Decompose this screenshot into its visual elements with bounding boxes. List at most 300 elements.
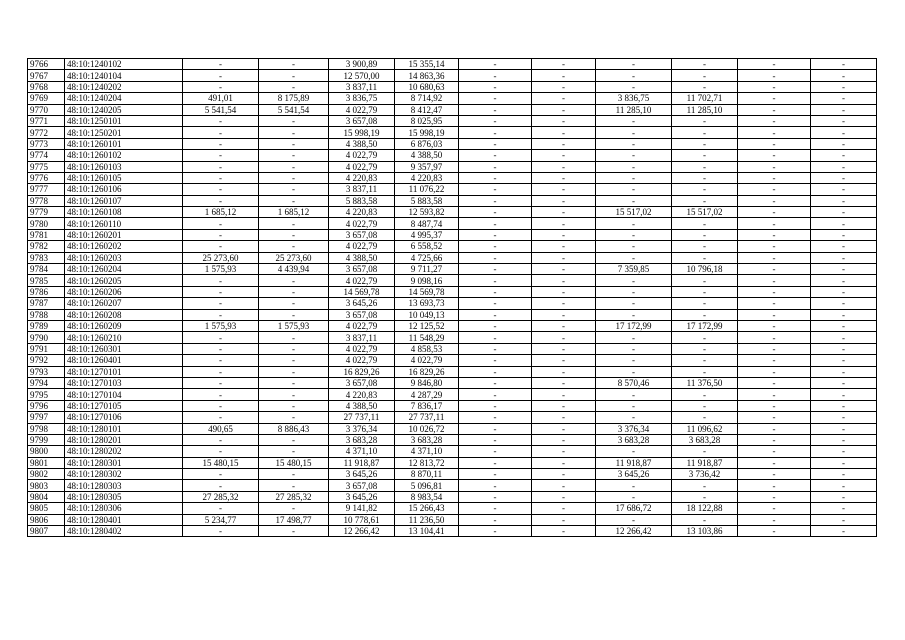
table-cell: 9784 xyxy=(28,264,65,275)
table-cell: - xyxy=(738,377,811,388)
table-cell: 8 886,43 xyxy=(259,423,329,434)
table-cell: - xyxy=(532,320,596,331)
table-cell: 48:10:1250201 xyxy=(65,127,183,138)
table-cell: 9776 xyxy=(28,172,65,183)
table-row xyxy=(28,491,877,502)
table-cell: 9798 xyxy=(28,423,65,434)
table-cell: - xyxy=(183,127,259,138)
table-cell: 18 122,88 xyxy=(672,503,738,514)
table-cell: - xyxy=(459,491,532,502)
table-cell: - xyxy=(672,115,738,126)
table-cell: - xyxy=(532,229,596,240)
table-cell: 4 220,83 xyxy=(395,172,459,183)
table-cell: 3 836,75 xyxy=(596,93,672,104)
table-cell: - xyxy=(532,115,596,126)
table-cell: 9785 xyxy=(28,275,65,286)
table-cell: 27 737,11 xyxy=(329,412,395,423)
table-cell: - xyxy=(672,70,738,81)
table-cell: - xyxy=(738,252,811,263)
table-cell: - xyxy=(532,93,596,104)
table-cell: - xyxy=(259,377,329,388)
table-cell: - xyxy=(596,195,672,206)
table-cell: - xyxy=(811,195,877,206)
table-cell: 9801 xyxy=(28,457,65,468)
table-cell: 48:10:1270106 xyxy=(65,412,183,423)
table-cell: 3 657,08 xyxy=(329,115,395,126)
table-cell: - xyxy=(183,332,259,343)
table-cell: - xyxy=(183,229,259,240)
table-cell: - xyxy=(811,70,877,81)
table-cell: 14 863,36 xyxy=(395,70,459,81)
table-cell: - xyxy=(596,309,672,320)
table-cell: 48:10:1260202 xyxy=(65,241,183,252)
table-cell: 15 355,14 xyxy=(395,59,459,70)
table-cell: - xyxy=(738,218,811,229)
table-cell: 4 388,50 xyxy=(329,252,395,263)
table-cell: 1 575,93 xyxy=(259,320,329,331)
table-cell: 3 837,11 xyxy=(329,332,395,343)
table-cell: - xyxy=(738,59,811,70)
table-cell: - xyxy=(596,59,672,70)
table-cell: 11 285,10 xyxy=(672,104,738,115)
table-cell: 17 686,72 xyxy=(596,503,672,514)
table-cell: - xyxy=(738,264,811,275)
table-cell: 17 172,99 xyxy=(672,320,738,331)
table-cell: - xyxy=(532,81,596,92)
table-cell: - xyxy=(811,503,877,514)
table-cell: 9768 xyxy=(28,81,65,92)
table-cell: - xyxy=(259,127,329,138)
table-cell: 11 548,29 xyxy=(395,332,459,343)
table-row xyxy=(28,252,877,263)
table-cell: 11 285,10 xyxy=(596,104,672,115)
table-cell: 10 796,18 xyxy=(672,264,738,275)
table-cell: 5 234,77 xyxy=(183,514,259,525)
table-cell: - xyxy=(738,184,811,195)
table-cell: - xyxy=(183,241,259,252)
table-cell: 48:10:1280401 xyxy=(65,514,183,525)
table-cell: - xyxy=(532,332,596,343)
table-cell: - xyxy=(596,70,672,81)
table-cell: - xyxy=(259,446,329,457)
table-cell: 14 569,78 xyxy=(395,286,459,297)
table-cell: - xyxy=(459,59,532,70)
table-cell: 48:10:1260209 xyxy=(65,320,183,331)
table-cell: 3 657,08 xyxy=(329,480,395,491)
table-row xyxy=(28,138,877,149)
table-cell: - xyxy=(596,389,672,400)
table-cell: - xyxy=(738,389,811,400)
table-cell: - xyxy=(259,412,329,423)
table-cell: - xyxy=(811,127,877,138)
table-cell: 9802 xyxy=(28,469,65,480)
table-cell: - xyxy=(259,343,329,354)
table-row xyxy=(28,434,877,445)
table-cell: 5 096,81 xyxy=(395,480,459,491)
table-cell: - xyxy=(811,59,877,70)
table-cell: 48:10:1260102 xyxy=(65,150,183,161)
table-row xyxy=(28,150,877,161)
table-cell: - xyxy=(738,207,811,218)
table-cell: 4 022,79 xyxy=(329,320,395,331)
table-cell: - xyxy=(459,275,532,286)
table-cell: 1 685,12 xyxy=(183,207,259,218)
table-cell: - xyxy=(183,184,259,195)
table-cell: 48:10:1260105 xyxy=(65,172,183,183)
table-cell: 11 918,87 xyxy=(672,457,738,468)
table-cell: - xyxy=(183,81,259,92)
table-cell: - xyxy=(183,286,259,297)
table-cell: - xyxy=(672,480,738,491)
table-cell: - xyxy=(532,161,596,172)
table-cell: 9 711,27 xyxy=(395,264,459,275)
table-cell: 10 778,61 xyxy=(329,514,395,525)
table-cell: 3 645,26 xyxy=(329,469,395,480)
table-row xyxy=(28,503,877,514)
table-cell: 9800 xyxy=(28,446,65,457)
table-cell: - xyxy=(459,81,532,92)
table-cell: 4 220,83 xyxy=(329,172,395,183)
table-cell: - xyxy=(596,355,672,366)
table-cell: - xyxy=(532,59,596,70)
table-cell: 15 517,02 xyxy=(596,207,672,218)
table-cell: - xyxy=(459,423,532,434)
table-cell: - xyxy=(811,526,877,537)
table-cell: 12 125,52 xyxy=(395,320,459,331)
table-cell: 4 220,83 xyxy=(329,207,395,218)
table-cell: - xyxy=(183,446,259,457)
table-cell: - xyxy=(459,298,532,309)
table-cell: - xyxy=(532,150,596,161)
table-cell: 9789 xyxy=(28,320,65,331)
table-cell: 9773 xyxy=(28,138,65,149)
table-cell: 9806 xyxy=(28,514,65,525)
table-cell: 5 883,58 xyxy=(395,195,459,206)
table-cell: - xyxy=(259,150,329,161)
table-row xyxy=(28,366,877,377)
table-cell: 11 918,87 xyxy=(596,457,672,468)
table-cell: 491,01 xyxy=(183,93,259,104)
table-cell: - xyxy=(532,275,596,286)
table-row xyxy=(28,172,877,183)
table-cell: - xyxy=(259,138,329,149)
table-cell: 25 273,60 xyxy=(259,252,329,263)
table-cell: 12 266,42 xyxy=(596,526,672,537)
table-cell: 9796 xyxy=(28,400,65,411)
table-row xyxy=(28,332,877,343)
table-cell: 48:10:1260103 xyxy=(65,161,183,172)
table-cell: 4 022,79 xyxy=(329,343,395,354)
table-cell: - xyxy=(459,412,532,423)
table-cell: 3 683,28 xyxy=(596,434,672,445)
table-cell: - xyxy=(459,241,532,252)
table-cell: 9788 xyxy=(28,309,65,320)
table-cell: - xyxy=(183,355,259,366)
table-cell: 3 736,42 xyxy=(672,469,738,480)
table-cell: 17 498,77 xyxy=(259,514,329,525)
table-cell: 48:10:1260201 xyxy=(65,229,183,240)
table-cell: - xyxy=(532,138,596,149)
table-cell: - xyxy=(738,480,811,491)
table-cell: - xyxy=(183,434,259,445)
table-cell: - xyxy=(259,309,329,320)
table-cell: - xyxy=(672,184,738,195)
data-table xyxy=(27,58,877,537)
table-row xyxy=(28,457,877,468)
table-cell: 4 022,79 xyxy=(329,104,395,115)
table-cell: 3 657,08 xyxy=(329,264,395,275)
table-cell: - xyxy=(532,412,596,423)
table-cell: - xyxy=(183,366,259,377)
table-cell: - xyxy=(738,309,811,320)
table-row xyxy=(28,195,877,206)
table-cell: - xyxy=(811,81,877,92)
table-cell: 48:10:1270101 xyxy=(65,366,183,377)
table-cell: - xyxy=(459,184,532,195)
table-cell: 3 657,08 xyxy=(329,377,395,388)
table-cell: 48:10:1260108 xyxy=(65,207,183,218)
table-cell: - xyxy=(672,332,738,343)
table-cell: - xyxy=(459,138,532,149)
table-cell: - xyxy=(532,343,596,354)
table-cell: 48:10:1280202 xyxy=(65,446,183,457)
table-cell: - xyxy=(459,93,532,104)
table-cell: 3 376,34 xyxy=(329,423,395,434)
table-cell: - xyxy=(459,195,532,206)
table-cell: 8 487,74 xyxy=(395,218,459,229)
table-cell: 48:10:1280305 xyxy=(65,491,183,502)
table-cell: 5 541,54 xyxy=(183,104,259,115)
table-cell: - xyxy=(532,298,596,309)
table-cell: - xyxy=(672,343,738,354)
table-cell: - xyxy=(811,298,877,309)
table-row xyxy=(28,400,877,411)
table-cell: 3 645,26 xyxy=(596,469,672,480)
table-cell: - xyxy=(459,207,532,218)
table-cell: 9766 xyxy=(28,59,65,70)
table-cell: - xyxy=(811,184,877,195)
table-cell: 4 022,79 xyxy=(329,355,395,366)
table-cell: - xyxy=(532,377,596,388)
table-cell: - xyxy=(259,218,329,229)
table-cell: - xyxy=(672,309,738,320)
table-cell: - xyxy=(738,286,811,297)
table-row xyxy=(28,377,877,388)
table-cell: - xyxy=(672,195,738,206)
table-cell: 48:10:1260301 xyxy=(65,343,183,354)
table-cell: - xyxy=(183,172,259,183)
table-cell: - xyxy=(532,389,596,400)
table-cell: - xyxy=(811,218,877,229)
table-cell: - xyxy=(672,514,738,525)
table-cell: - xyxy=(738,423,811,434)
table-cell: - xyxy=(811,150,877,161)
table-cell: - xyxy=(596,161,672,172)
table-cell: 4 287,29 xyxy=(395,389,459,400)
table-cell: - xyxy=(532,218,596,229)
table-cell: 9774 xyxy=(28,150,65,161)
table-cell: - xyxy=(259,526,329,537)
table-cell: - xyxy=(596,218,672,229)
table-cell: - xyxy=(532,434,596,445)
table-cell: 3 900,89 xyxy=(329,59,395,70)
table-cell: - xyxy=(259,389,329,400)
table-cell: - xyxy=(459,377,532,388)
table-cell: 48:10:1260101 xyxy=(65,138,183,149)
table-row xyxy=(28,480,877,491)
table-cell: 11 236,50 xyxy=(395,514,459,525)
table-cell: - xyxy=(811,332,877,343)
table-cell: - xyxy=(459,264,532,275)
table-cell: 8 870,11 xyxy=(395,469,459,480)
table-cell: 9805 xyxy=(28,503,65,514)
table-cell: - xyxy=(259,366,329,377)
table-cell: - xyxy=(672,366,738,377)
table-cell: 15 517,02 xyxy=(672,207,738,218)
table-cell: - xyxy=(459,104,532,115)
table-cell: - xyxy=(738,275,811,286)
table-cell: - xyxy=(672,161,738,172)
table-cell: - xyxy=(532,355,596,366)
table-cell: - xyxy=(672,400,738,411)
table-row xyxy=(28,526,877,537)
table-cell: 8 412,47 xyxy=(395,104,459,115)
table-cell: - xyxy=(738,115,811,126)
table-cell: - xyxy=(183,298,259,309)
table-cell: 27 285,32 xyxy=(259,491,329,502)
table-cell: 48:10:1280201 xyxy=(65,434,183,445)
table-cell: - xyxy=(183,343,259,354)
table-cell: - xyxy=(738,503,811,514)
table-cell: 48:10:1270103 xyxy=(65,377,183,388)
table-cell: 3 376,34 xyxy=(596,423,672,434)
table-cell: - xyxy=(738,526,811,537)
table-cell: 48:10:1250101 xyxy=(65,115,183,126)
table-cell: 7 359,85 xyxy=(596,264,672,275)
table-cell: 3 645,26 xyxy=(329,298,395,309)
table-cell: - xyxy=(811,480,877,491)
table-cell: 8 175,89 xyxy=(259,93,329,104)
table-cell: - xyxy=(459,389,532,400)
table-cell: - xyxy=(532,241,596,252)
table-cell: - xyxy=(738,298,811,309)
table-row xyxy=(28,309,877,320)
table-cell: - xyxy=(596,332,672,343)
table-cell: 48:10:1260110 xyxy=(65,218,183,229)
table-cell: - xyxy=(259,355,329,366)
table-cell: 11 918,87 xyxy=(329,457,395,468)
table-cell: - xyxy=(738,70,811,81)
table-cell: 48:10:1270104 xyxy=(65,389,183,400)
table-cell: - xyxy=(532,104,596,115)
table-cell: - xyxy=(183,412,259,423)
table-cell: - xyxy=(811,491,877,502)
table-cell: - xyxy=(738,400,811,411)
table-cell: - xyxy=(259,286,329,297)
table-cell: 48:10:1260107 xyxy=(65,195,183,206)
table-cell: - xyxy=(259,275,329,286)
table-cell: - xyxy=(459,309,532,320)
table-cell: - xyxy=(259,172,329,183)
table-row xyxy=(28,298,877,309)
table-cell: 16 829,26 xyxy=(329,366,395,377)
table-cell: 9772 xyxy=(28,127,65,138)
table-cell: - xyxy=(596,446,672,457)
table-cell: 9799 xyxy=(28,434,65,445)
table-cell: 48:10:1280303 xyxy=(65,480,183,491)
table-cell: - xyxy=(459,446,532,457)
table-cell: - xyxy=(259,434,329,445)
table-cell: - xyxy=(811,377,877,388)
table-cell: - xyxy=(738,343,811,354)
table-cell: 48:10:1260204 xyxy=(65,264,183,275)
table-cell: - xyxy=(596,491,672,502)
table-cell: - xyxy=(183,309,259,320)
table-cell: 4 022,79 xyxy=(329,275,395,286)
table-cell: 48:10:1240205 xyxy=(65,104,183,115)
table-cell: - xyxy=(738,332,811,343)
table-cell: - xyxy=(532,195,596,206)
table-cell: - xyxy=(596,229,672,240)
table-cell: - xyxy=(183,150,259,161)
table-cell: - xyxy=(811,400,877,411)
table-cell: 10 680,63 xyxy=(395,81,459,92)
table-cell: - xyxy=(459,343,532,354)
table-cell: - xyxy=(811,172,877,183)
table-cell: 8 983,54 xyxy=(395,491,459,502)
table-cell: - xyxy=(596,241,672,252)
table-cell: 48:10:1280302 xyxy=(65,469,183,480)
table-cell: - xyxy=(672,275,738,286)
table-cell: - xyxy=(596,298,672,309)
table-cell: - xyxy=(672,298,738,309)
table-cell: 25 273,60 xyxy=(183,252,259,263)
table-cell: - xyxy=(459,229,532,240)
table-cell: - xyxy=(459,332,532,343)
table-cell: - xyxy=(738,138,811,149)
table-cell: 3 837,11 xyxy=(329,81,395,92)
table-cell: - xyxy=(596,138,672,149)
table-cell: 15 998,19 xyxy=(329,127,395,138)
table-cell: 48:10:1240204 xyxy=(65,93,183,104)
table-cell: - xyxy=(532,264,596,275)
table-cell: 9 846,80 xyxy=(395,377,459,388)
table-cell: 8 714,92 xyxy=(395,93,459,104)
table-cell: - xyxy=(259,332,329,343)
table-cell: 490,65 xyxy=(183,423,259,434)
table-cell: - xyxy=(532,184,596,195)
table-cell: 27 737,11 xyxy=(395,412,459,423)
table-cell: 9793 xyxy=(28,366,65,377)
table-cell: - xyxy=(596,514,672,525)
table-row xyxy=(28,389,877,400)
table-cell: - xyxy=(459,127,532,138)
table-cell: 16 829,26 xyxy=(395,366,459,377)
table-cell: - xyxy=(532,127,596,138)
table-cell: 9775 xyxy=(28,161,65,172)
table-cell: - xyxy=(183,503,259,514)
table-cell: - xyxy=(459,286,532,297)
table-cell: - xyxy=(532,491,596,502)
table-cell: - xyxy=(738,81,811,92)
table-row xyxy=(28,93,877,104)
table-cell: - xyxy=(259,184,329,195)
table-cell: - xyxy=(672,446,738,457)
table-cell: - xyxy=(183,218,259,229)
table-cell: 1 575,93 xyxy=(183,320,259,331)
table-cell: - xyxy=(596,127,672,138)
table-cell: - xyxy=(811,469,877,480)
